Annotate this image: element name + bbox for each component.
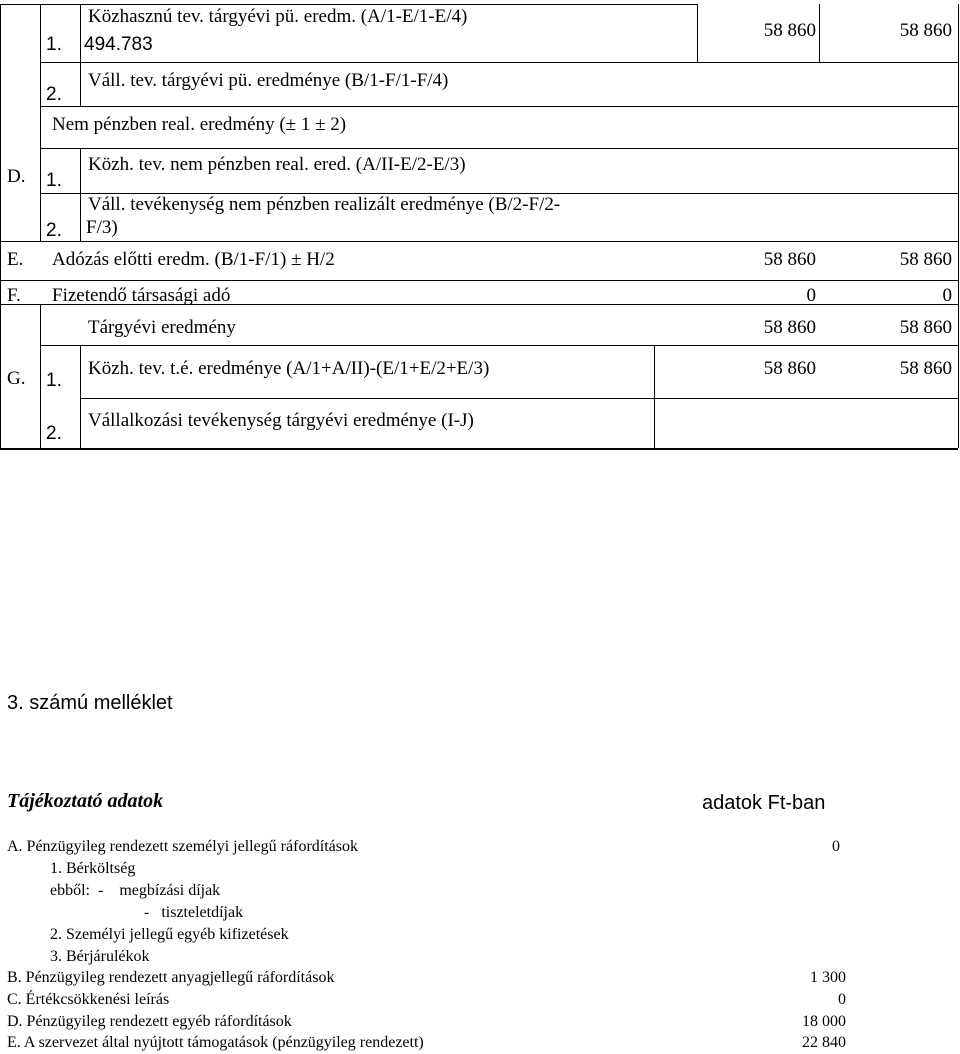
- list-item: B. Pénzügyileg rendezett anyagjellegű ráfordítások: [7, 969, 335, 986]
- list-item-value: 1 300: [810, 969, 846, 986]
- row-divider: [0, 241, 958, 242]
- row-label: Nem pénzben real. eredmény (± 1 ± 2): [52, 114, 347, 135]
- row-label: Vállalkozási tevékenység tárgyévi eredménye (I-J): [88, 410, 474, 431]
- row-divider: [0, 280, 958, 281]
- row-divider: [80, 398, 958, 399]
- list-item: E. A szervezet által nyújtott támogatások (pénzügyileg rendezett): [7, 1034, 424, 1051]
- row-letter: G.: [7, 368, 26, 389]
- value-cell: 58 860: [763, 20, 816, 41]
- row-number: 2.: [46, 423, 62, 444]
- value-cell: 58 860: [899, 20, 952, 41]
- col-divider: [697, 4, 698, 62]
- list-item-value: 0: [832, 838, 840, 855]
- row-divider: [40, 148, 958, 149]
- col-divider: [40, 304, 41, 448]
- row-number: 1.: [46, 170, 62, 191]
- row-divider: [40, 62, 958, 63]
- table-border-right: [958, 4, 959, 448]
- row-label: Közh. tev. nem pénzben real. ered. (A/II-E/2-E/3): [88, 154, 466, 175]
- row-label: Váll. tev. tárgyévi pü. eredménye (B/1-F/1-F/4): [88, 70, 449, 91]
- row-label: Váll. tevékenység nem pénzben realizált eredménye (B/2-F/2-: [88, 194, 561, 215]
- value-cell: 0: [942, 285, 952, 306]
- row-label-continued: 494.783: [84, 34, 153, 55]
- row-label: Fizetendő társasági adó: [52, 285, 231, 306]
- value-cell: 58 860: [899, 358, 952, 379]
- col-divider: [819, 4, 820, 62]
- list-item: 3. Bérjárulékok: [50, 948, 150, 965]
- table-border-top: [0, 4, 697, 5]
- section-title: Tájékoztató adatok: [7, 790, 164, 812]
- table-border-bottom: [0, 448, 958, 450]
- value-cell: 58 860: [763, 249, 816, 270]
- value-cell: 58 860: [763, 317, 816, 338]
- row-letter: F.: [7, 285, 21, 306]
- list-item-value: 22 840: [802, 1034, 846, 1051]
- row-number: 1.: [46, 34, 62, 55]
- row-divider: [40, 345, 958, 346]
- col-divider: [40, 4, 41, 241]
- list-item: ebből: - megbízási díjak: [50, 882, 221, 899]
- table-border-left: [0, 4, 1, 448]
- list-item: A. Pénzügyileg rendezett személyi jellegű ráfordítások: [7, 838, 358, 855]
- col-divider: [80, 4, 81, 106]
- value-cell: 58 860: [899, 249, 952, 270]
- row-label: Közh. tev. t.é. eredménye (A/1+A/II)-(E/1+E/2+E/3): [88, 358, 490, 379]
- row-label: Adózás előtti eredm. (B/1-F/1) ± H/2: [52, 249, 335, 270]
- row-letter: D.: [7, 166, 26, 187]
- list-item-value: 18 000: [802, 1013, 846, 1030]
- list-item: 1. Bérköltség: [50, 860, 136, 877]
- value-cell: 58 860: [899, 317, 952, 338]
- list-item-value: 0: [838, 991, 846, 1008]
- row-number: 2.: [46, 84, 62, 105]
- row-label: Tárgyévi eredmény: [88, 317, 236, 338]
- col-divider: [654, 345, 655, 448]
- list-item: 2. Személyi jellegű egyéb kifizetések: [50, 926, 289, 943]
- row-label: Közhasznú tev. tárgyévi pü. eredm. (A/1-E/1-E/4): [88, 6, 468, 27]
- list-item: D. Pénzügyileg rendezett egyéb ráfordítások: [7, 1013, 292, 1030]
- row-label-continued: F/3): [86, 217, 118, 238]
- list-item: - tiszteletdíjak: [144, 904, 244, 921]
- col-divider: [80, 345, 81, 448]
- value-cell: 0: [806, 285, 816, 306]
- unit-label: adatok Ft-ban: [702, 792, 826, 814]
- row-letter: E.: [7, 249, 24, 270]
- row-number: 1.: [46, 370, 62, 391]
- list-item: C. Értékcsökkenési leírás: [7, 991, 170, 1008]
- row-number: 2.: [46, 220, 62, 241]
- appendix-title: 3. számú melléklet: [7, 692, 173, 714]
- row-divider: [40, 106, 958, 107]
- col-divider: [80, 148, 81, 241]
- value-cell: 58 860: [763, 358, 816, 379]
